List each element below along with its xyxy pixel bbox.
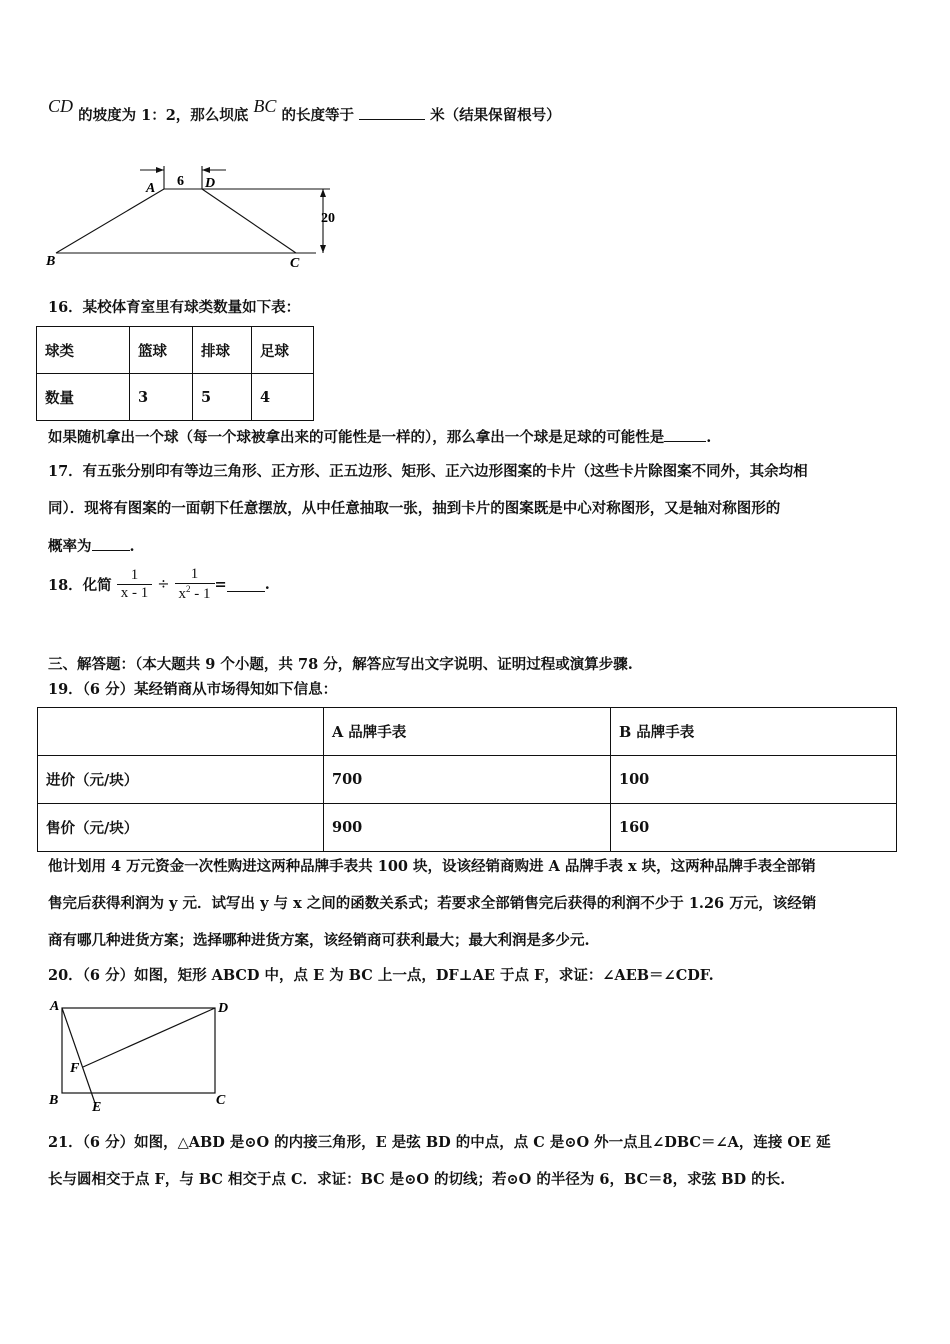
q19-line-1: 他计划用 4 万元资金一次性购进这两种品牌手表共 100 块，设该经销商购进 A 品牌手表 x 块，这两种品牌手表全部销 (48, 858, 816, 875)
label-height: 20 (321, 211, 335, 226)
var-bc: BC (253, 96, 277, 116)
q16-end: . (706, 429, 712, 446)
table-cell: A 品牌手表 (324, 708, 611, 756)
q19-line-2: 售完后获得利润为 y 元．试写出 y 与 x 之间的函数关系式；若要求全部销售完后获得的利润不少于 1.26 万元，该经销 (48, 895, 817, 912)
table-cell: 100 (611, 756, 897, 804)
q15-line (48, 96, 561, 134)
den-exponent: 2 (186, 584, 191, 594)
label-top-width: 6 (177, 174, 184, 189)
table-cell: 3 (130, 374, 193, 421)
fraction-1-denominator: x - 1 (117, 584, 153, 602)
rect-abcd (62, 1008, 215, 1093)
q15-text-1: 的坡度为 1：2，那么坝底 (78, 107, 249, 124)
equals-sign: = (214, 576, 227, 593)
q16-question-text: 如果随机拿出一个球（每一个球被拿出来的可能性是一样的），那么拿出一个球是足球的可能性是 (48, 429, 665, 446)
fraction-1-numerator: 1 (130, 567, 139, 583)
table-cell: 排球 (193, 327, 252, 374)
label-c: C (290, 256, 300, 271)
table-cell: 篮球 (130, 327, 193, 374)
ball-table (36, 326, 314, 421)
table-cell (38, 708, 324, 756)
table-row (37, 374, 314, 421)
q17-line-2: 同）．现将有图案的一面朝下任意摆放，从中任意抽取一张，抽到卡片的图案既是中心对称图形，又是轴对称图形的 (48, 500, 781, 517)
q15-text-3: 米（结果保留根号） (430, 107, 561, 124)
q20-stem: 20．（6 分）如图，矩形 ABCD 中，点 E 为 BC 上一点，DF⊥AE 于点 F，求证：∠AEB＝∠CDF. (48, 967, 714, 984)
q19-stem: 19．（6 分）某经销商从市场得知如下信息： (48, 681, 338, 698)
table-row (38, 804, 897, 852)
table-row (38, 708, 897, 756)
q17-answer-blank[interactable] (92, 536, 130, 551)
q18-answer-blank[interactable] (227, 577, 265, 592)
rectangle-figure (44, 994, 244, 1116)
table-cell: 售价（元/块） (38, 804, 324, 852)
q19-line-3: 商有哪几种进货方案；选择哪种进货方案，该经销商可获利最大；最大利润是多少元. (48, 932, 590, 949)
label-a: A (50, 999, 60, 1014)
table-cell: 进价（元/块） (38, 756, 324, 804)
fraction-2-numerator: 1 (190, 566, 199, 582)
q17-line-3 (48, 535, 135, 556)
label-d: D (218, 1001, 229, 1016)
label-a: A (146, 181, 156, 196)
watch-table (37, 707, 897, 852)
q17-end: . (129, 538, 135, 555)
q18-line (48, 566, 270, 603)
fraction-2-denominator (175, 583, 215, 603)
q16-question (48, 426, 711, 447)
den-base: x (178, 586, 187, 602)
slope-dc (202, 189, 296, 253)
q17-line-3-text: 概率为 (48, 538, 92, 555)
table-cell: 足球 (252, 327, 314, 374)
fraction-1 (117, 567, 153, 602)
table-cell: 4 (252, 374, 314, 421)
table-cell: 数量 (37, 374, 130, 421)
q18-end: . (264, 576, 270, 593)
var-cd: CD (48, 96, 74, 116)
label-b: B (49, 1093, 59, 1108)
dam-figure (40, 158, 350, 273)
table-cell: 700 (324, 756, 611, 804)
segment-df (83, 1008, 215, 1067)
table-cell: 5 (193, 374, 252, 421)
q18-prefix: 18．化简 (48, 577, 112, 594)
q16-stem: 16．某校体育室里有球类数量如下表： (48, 299, 301, 316)
q15-text-2: 的长度等于 (281, 107, 354, 124)
fraction-2 (175, 566, 215, 603)
q16-answer-blank[interactable] (664, 427, 706, 442)
segment-ae (62, 1008, 96, 1106)
label-f: F (70, 1061, 80, 1076)
q15-answer-blank[interactable] (359, 105, 425, 120)
label-c: C (216, 1093, 226, 1108)
table-cell: 160 (611, 804, 897, 852)
table-cell: 900 (324, 804, 611, 852)
label-e: E (92, 1100, 102, 1115)
table-cell: B 品牌手表 (611, 708, 897, 756)
q17-line-1: 17．有五张分别印有等边三角形、正方形、正五边形、矩形、正六边形图案的卡片（这些卡片除图案不同外，其余均相 (48, 463, 808, 480)
section-3-heading: 三、解答题：（本大题共 9 个小题，共 78 分，解答应写出文字说明、证明过程或演算步骤. (48, 656, 633, 673)
label-d: D (205, 176, 216, 191)
q21-line-2: 长与圆相交于点 F，与 BC 相交于点 C．求证：BC 是⊙O 的切线；若⊙O 的半径为 6，BC＝8，求弦 BD 的长. (48, 1171, 786, 1188)
slope-ab (56, 189, 164, 253)
table-row (37, 327, 314, 374)
table-row (38, 756, 897, 804)
den-rest: - 1 (190, 586, 211, 602)
divide-sign: ÷ (157, 576, 170, 593)
label-b: B (46, 254, 56, 269)
table-cell: 球类 (37, 327, 130, 374)
q21-line-1: 21．（6 分）如图，△ABD 是⊙O 的内接三角形，E 是弦 BD 的中点，点 C 是⊙O 外一点且∠DBC＝∠A，连接 OE 延 (48, 1134, 831, 1151)
